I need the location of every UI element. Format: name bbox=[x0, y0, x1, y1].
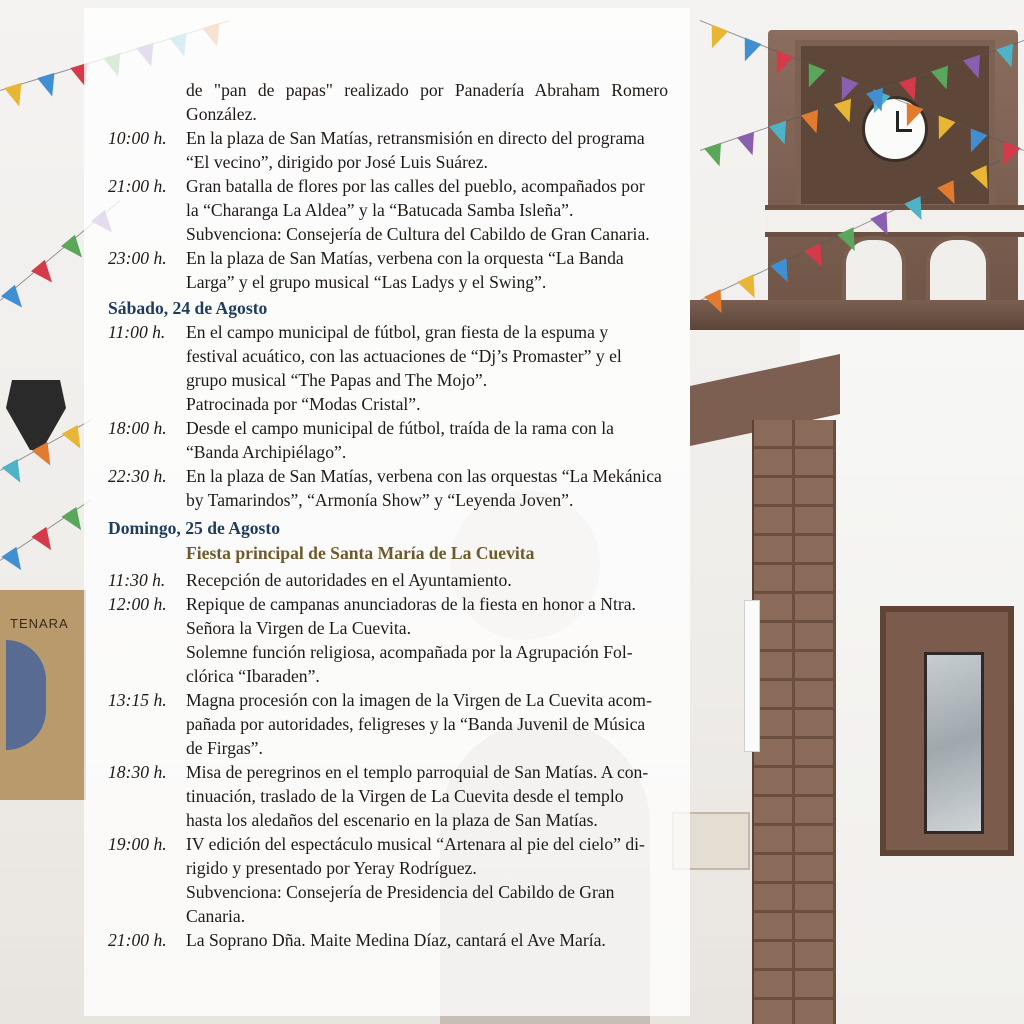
event-text: Señora la Virgen de La Cuevita. bbox=[186, 618, 411, 638]
window-glass bbox=[924, 652, 984, 834]
event-time: 19:00 h. bbox=[108, 834, 167, 854]
event-text: la “Charanga La Aldea” y la “Batucada Samba Isleña”. bbox=[186, 200, 574, 220]
pennant-flag-icon bbox=[37, 73, 61, 99]
event-text: grupo musical “The Papas and The Mojo”. bbox=[186, 370, 488, 390]
event-entry bbox=[108, 568, 668, 592]
street-lamp-icon bbox=[6, 380, 66, 450]
pennant-flag-icon bbox=[31, 527, 58, 555]
event-text: Subvenciona: Consejería de Presidencia del Cabildo de Gran bbox=[186, 882, 615, 902]
banner-text: TENARA bbox=[10, 616, 69, 631]
event-entry bbox=[108, 416, 668, 464]
event-text: La Soprano Dña. Maite Medina Díaz, cantará el Ave María. bbox=[186, 930, 606, 950]
event-schedule bbox=[108, 78, 668, 952]
event-time: 21:00 h. bbox=[108, 176, 167, 196]
event-entry bbox=[108, 174, 668, 246]
event-time: 11:00 h. bbox=[108, 322, 166, 342]
white-flag bbox=[744, 600, 760, 752]
pennant-flag-icon bbox=[704, 142, 728, 169]
event-entry bbox=[108, 928, 668, 952]
event-time: 10:00 h. bbox=[108, 128, 167, 148]
event-time: 12:00 h. bbox=[108, 594, 167, 614]
text-line: de "pan de papas" realizado por Panadería Abraham Romero bbox=[186, 80, 668, 100]
pennant-flag-icon bbox=[736, 37, 761, 64]
event-text: tinuación, traslado de la Virgen de La Cuevita desde el templo bbox=[186, 786, 624, 806]
pennant-flag-icon bbox=[737, 274, 763, 302]
belfry-arch bbox=[926, 236, 990, 308]
event-text: “Banda Archipiélago”. bbox=[186, 442, 347, 462]
event-text: Patrocinada por “Modas Cristal”. bbox=[186, 394, 421, 414]
event-text: Recepción de autoridades en el Ayuntamiento. bbox=[186, 570, 512, 590]
event-entry bbox=[108, 832, 668, 928]
day-heading-saturday: Sábado, 24 de Agosto bbox=[108, 298, 268, 318]
fiesta-subtitle: Fiesta principal de Santa María de La Cuevita bbox=[186, 543, 535, 563]
event-text: de Firgas”. bbox=[186, 738, 263, 758]
event-text: by Tamarindos”, “Armonía Show” y “Leyenda Joven”. bbox=[186, 490, 574, 510]
event-text: “El vecino”, dirigido por José Luis Suárez. bbox=[186, 152, 488, 172]
event-entry bbox=[108, 688, 668, 760]
event-time: 18:30 h. bbox=[108, 762, 167, 782]
pennant-flag-icon bbox=[31, 259, 59, 287]
pennant-flag-icon bbox=[2, 459, 28, 487]
event-entry bbox=[108, 246, 668, 294]
event-text: Canaria. bbox=[186, 906, 246, 926]
event-text: Misa de peregrinos en el templo parroquial de San Matías. A con- bbox=[186, 762, 649, 782]
event-text: pañada por autoridades, feligreses y la “Banda Juvenil de Música bbox=[186, 714, 646, 734]
event-text: En la plaza de San Matías, verbena con la orquesta “La Banda bbox=[186, 248, 624, 268]
event-text: Gran batalla de flores por las calles del pueblo, acompañados por bbox=[186, 176, 645, 196]
event-entry bbox=[108, 320, 668, 416]
event-time: 11:30 h. bbox=[108, 570, 166, 590]
event-time: 23:00 h. bbox=[108, 248, 167, 268]
church-window bbox=[880, 606, 1014, 856]
event-text: Larga” y el grupo musical “Las Ladys y el Swing”. bbox=[186, 272, 547, 292]
event-entry bbox=[108, 592, 668, 688]
event-text: Solemne función religiosa, acompañada por la Agrupación Fol- bbox=[186, 642, 633, 662]
pennant-flag-icon bbox=[1, 284, 29, 312]
event-text: hasta los aledaños del escenario en la plaza de San Matías. bbox=[186, 810, 598, 830]
event-entry bbox=[108, 126, 668, 174]
pennant-flag-icon bbox=[737, 131, 761, 158]
event-entry bbox=[108, 464, 668, 512]
event-entry bbox=[108, 760, 668, 832]
continuation-text bbox=[108, 78, 668, 126]
event-text: IV edición del espectáculo musical “Artenara al pie del cielo” di- bbox=[186, 834, 645, 854]
day-heading-sunday: Domingo, 25 de Agosto bbox=[108, 518, 281, 538]
event-time: 21:00 h. bbox=[108, 930, 167, 950]
event-text: Subvenciona: Consejería de Cultura del Cabildo de Gran Canaria. bbox=[186, 224, 650, 244]
text-line: González. bbox=[186, 104, 257, 124]
event-text: En el campo municipal de fútbol, gran fiesta de la espuma y bbox=[186, 322, 609, 342]
cornice bbox=[690, 300, 1024, 330]
event-time: 13:15 h. bbox=[108, 690, 167, 710]
event-text: festival acuático, con las actuaciones de “Dj’s Promaster” y el bbox=[186, 346, 622, 366]
event-text: En la plaza de San Matías, retransmisión en directo del programa bbox=[186, 128, 645, 148]
pennant-flag-icon bbox=[1, 547, 28, 575]
stone-pillar bbox=[752, 420, 836, 1024]
pennant-flag-icon bbox=[5, 83, 29, 109]
pennant-flag-icon bbox=[704, 24, 729, 51]
event-text: rigido y presentado por Yeray Rodríguez. bbox=[186, 858, 477, 878]
event-time: 18:00 h. bbox=[108, 418, 167, 438]
event-text: Repique de campanas anunciadoras de la fiesta en honor a Ntra. bbox=[186, 594, 636, 614]
event-text: En la plaza de San Matías, verbena con las orquestas “La Mekánica bbox=[186, 466, 662, 486]
event-text: Desde el campo municipal de fútbol, traída de la rama con la bbox=[186, 418, 614, 438]
event-time: 22:30 h. bbox=[108, 466, 167, 486]
event-text: Magna procesión con la imagen de la Virgen de La Cuevita acom- bbox=[186, 690, 652, 710]
event-text: clórica “Ibaraden”. bbox=[186, 666, 320, 686]
